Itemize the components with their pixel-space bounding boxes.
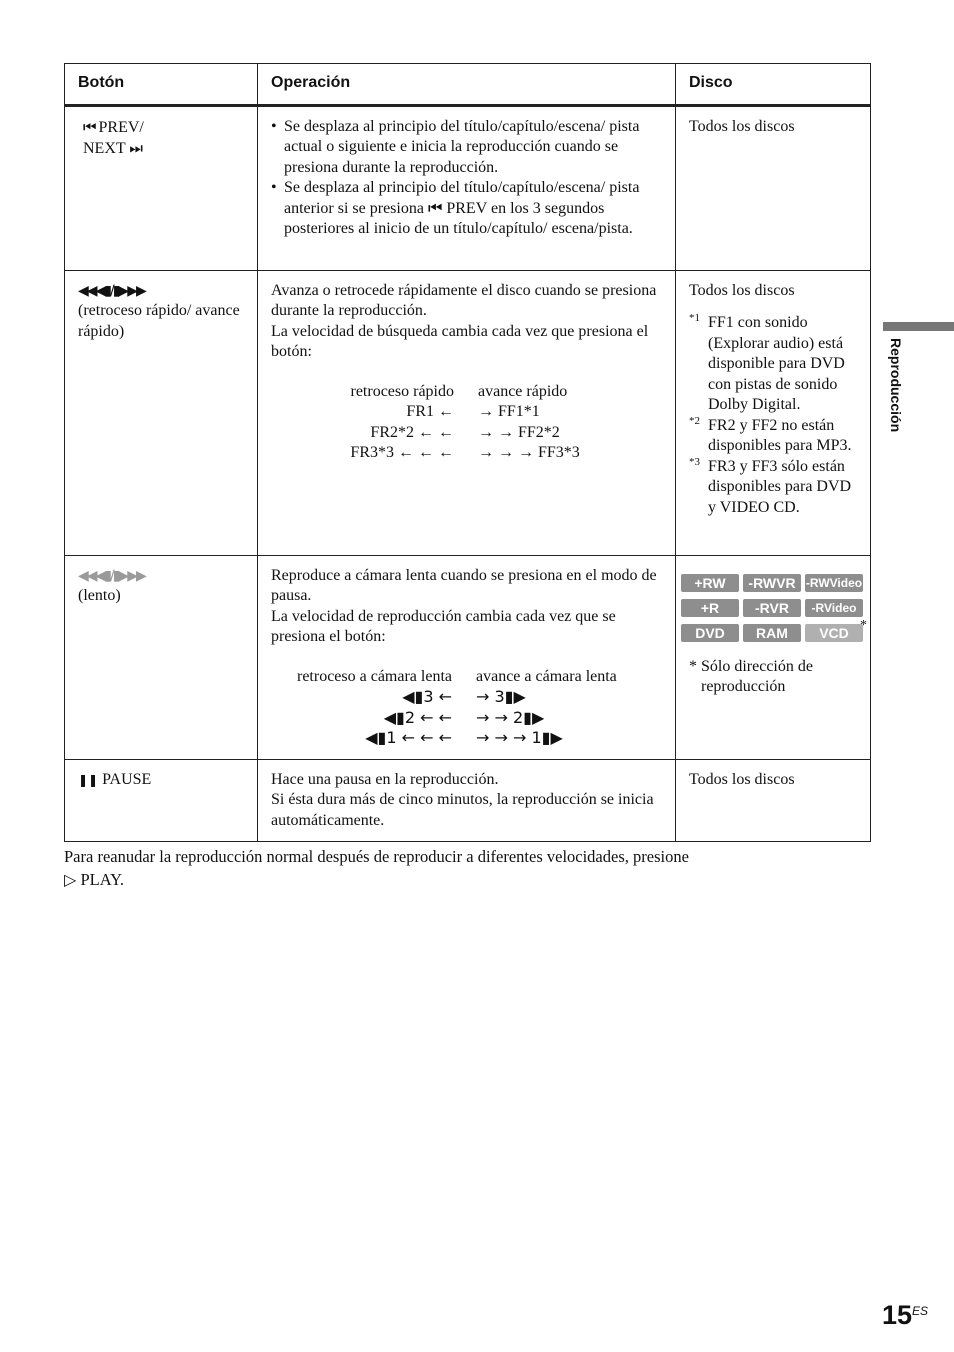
button-cell [65, 555, 258, 759]
scan-label: (retroceso rápido/ avance rápido) [78, 302, 240, 340]
table-row [65, 759, 871, 842]
prev-label: PREV/ [98, 118, 144, 136]
footnote-mark: *3 [689, 455, 700, 468]
pause-label: PAUSE [102, 770, 152, 788]
scan-speed-grid [271, 382, 663, 464]
badge-plus-r: +R [681, 599, 739, 617]
slow-label: (lento) [78, 587, 121, 604]
table-row [65, 555, 871, 759]
footnote-mark: *2 [689, 414, 700, 427]
badge-minus-r-video: -RVideo [805, 599, 863, 617]
badge-minus-r-vr: -RVR [743, 599, 801, 617]
section-label-text: Reproducción [888, 338, 904, 433]
pause-description: Hace una pausa en la reproducción. [271, 770, 499, 788]
badge-minus-rw-vr: -RWVR [743, 574, 801, 592]
slow-fwd1: → → → 1▮▶ [476, 728, 563, 747]
disc-cell: Todos los discos [676, 105, 871, 270]
table-row [65, 105, 871, 270]
badge-dvd: DVD [681, 624, 739, 642]
badge-star: * [860, 617, 867, 633]
header-boton: Botón [65, 64, 258, 106]
play-label: PLAY. [80, 870, 125, 889]
operation-cell [258, 270, 676, 555]
speed-head-right: avance rápido [478, 382, 568, 400]
slow-description: Reproduce a cámara lenta cuando se presiona en el modo de pausa. [271, 566, 657, 604]
footnote-text: FR3 y FF3 sólo están disponibles para DVD y VIDEO CD. [708, 457, 852, 516]
slow-speed-note: La velocidad de reproducción cambia cada vez que se presiona el botón: [271, 607, 616, 645]
pause-note: Si ésta dura más de cinco minutos, la reproducción se inicia automáticamente. [271, 791, 654, 829]
disc-note: * Sólo dirección de reproducción [689, 657, 813, 695]
slow-icon: ◀◀◀▮/▮▶▶▶ [78, 567, 145, 584]
speed-fr1: FR1 ← [406, 403, 454, 420]
footnote [689, 457, 858, 519]
speed-ff1: → FF1*1 [478, 403, 540, 420]
disc-cell [676, 270, 871, 555]
table-row [65, 270, 871, 555]
slow-rev3: ◀▮3 ← [402, 687, 452, 706]
footnote-mark: *1 [689, 312, 700, 324]
badge-vcd: VCD [805, 624, 863, 642]
speed-fr2: FR2*2 ← ← [370, 423, 454, 441]
footnotes [689, 313, 858, 518]
next-icon: ⏭ [129, 139, 141, 157]
badge-plus-rw: +RW [681, 574, 739, 592]
list-item: • Se desplaza al principio del título/capítulo/escena/ pista anterior si se presiona ⏮ PREV en los 3 segundos posteriores al inicio de un título/capítulo/ escena/pista. [271, 178, 663, 240]
slow-speed-grid [271, 667, 663, 749]
slow-rev2: ◀▮2 ← ← [383, 707, 452, 727]
slow-head-right: avance a cámara lenta [476, 667, 617, 685]
list-item: • Se desplaza al principio del título/capítulo/escena/ pista actual o siguiente e inicia la reproducción cuando se presiona durante la reproducción. [271, 117, 663, 179]
disc-cell: Todos los discos [676, 759, 871, 842]
footnote [689, 313, 858, 416]
prev-icon: ⏮ [83, 117, 95, 136]
disc-text: Todos los discos [689, 281, 795, 299]
speed-fr3: FR3*3 ← ← ← [350, 444, 454, 461]
speed-ff3: → → → FF3*3 [478, 444, 580, 461]
table-header-row [65, 64, 871, 106]
footnote-text: FR2 y FF2 no están disponibles para MP3. [708, 416, 852, 454]
resume-note [64, 845, 864, 891]
resume-text: Para reanudar la reproducción normal después de reproducir a diferentes velocidades, presione [64, 847, 689, 866]
operation-cell [258, 105, 676, 270]
footnote [689, 416, 858, 457]
page-number-value: 15 [882, 1300, 913, 1330]
disc-badges [681, 574, 863, 642]
badge-ram: RAM [743, 624, 801, 642]
footnote-text: FF1 con sonido (Explorar audio) está disponible para DVD con pistas de sonido Dolby Digital. [708, 314, 845, 413]
section-label [884, 338, 904, 448]
page-number-suffix: ES [912, 1304, 929, 1318]
slow-fwd3: → 3▮▶ [476, 687, 526, 706]
scan-description: Avanza o retrocede rápidamente el disco cuando se presiona durante la reproducción. [271, 281, 657, 319]
button-cell [65, 759, 258, 842]
operation-cell [258, 555, 676, 759]
header-disco: Disco [676, 64, 871, 106]
scan-speed-note: La velocidad de búsqueda cambia cada vez que presiona el botón: [271, 322, 649, 360]
pause-icon: ❚❚ [78, 772, 99, 787]
badge-minus-rw-video: -RWVideo [805, 575, 863, 590]
speed-ff2: → → FF2*2 [478, 423, 560, 441]
speed-head-left: retroceso rápido [350, 382, 454, 400]
next-label: NEXT [83, 140, 126, 157]
scan-icon: ◀◀◀▮/▮▶▶▶ [78, 282, 145, 299]
button-cell [65, 270, 258, 555]
slow-head-left: retroceso a cámara lenta [296, 667, 452, 685]
header-operacion: Operación [258, 64, 676, 106]
page-number [882, 1300, 928, 1331]
disc-cell [676, 555, 871, 759]
slow-rev1: ◀▮1 ← ← ← [365, 728, 452, 747]
button-cell [65, 105, 258, 270]
play-icon: ▷ [64, 870, 77, 889]
section-tab [883, 322, 954, 331]
operation-cell [258, 759, 676, 842]
operation-table [64, 63, 871, 842]
slow-fwd2: → → 2▮▶ [476, 707, 545, 727]
